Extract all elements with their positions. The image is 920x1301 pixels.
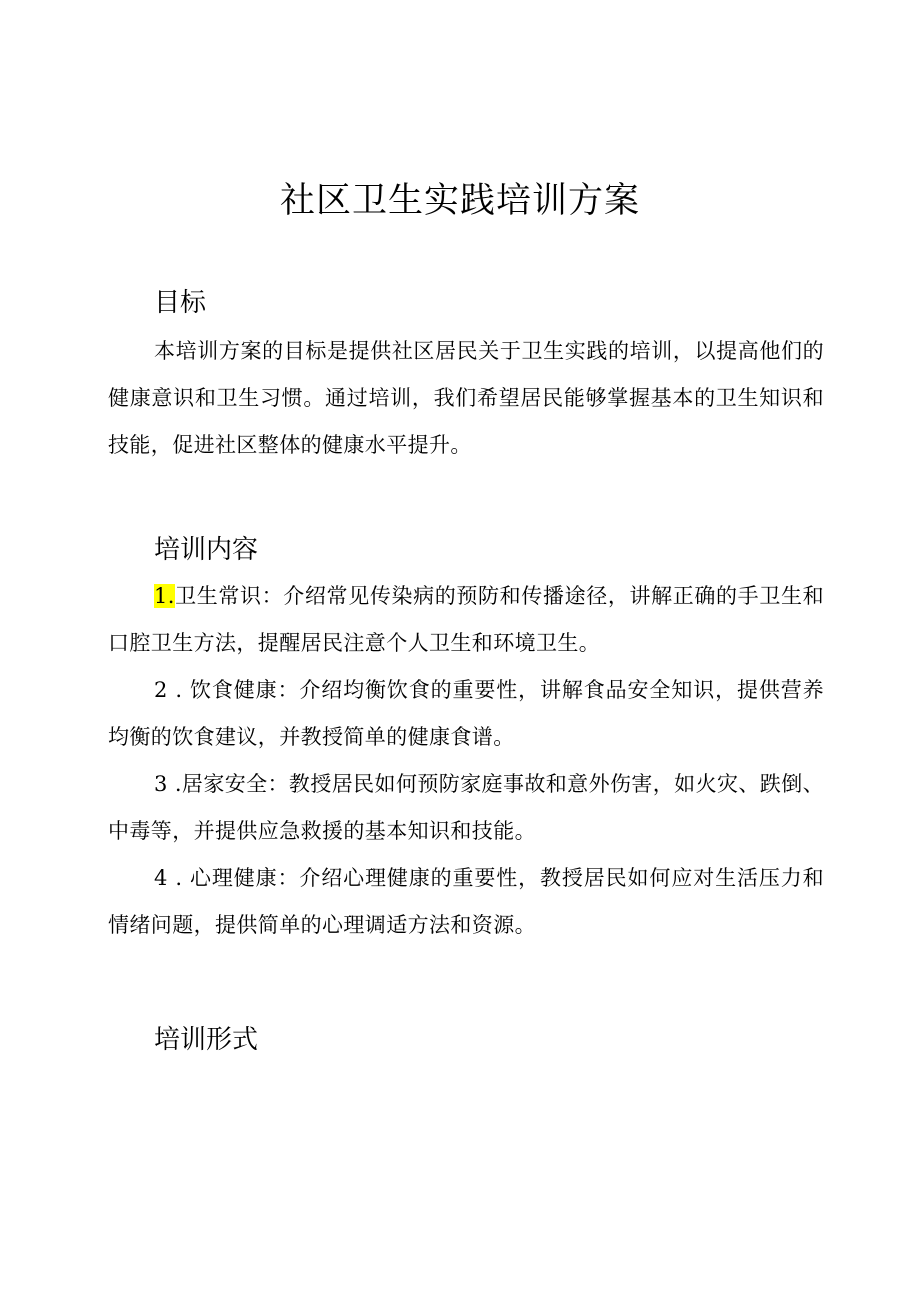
- content-item-3: [108, 761, 824, 855]
- section-heading-format: 培训形式: [154, 1025, 259, 1055]
- goal-paragraph: 本培训方案的目标是提供社区居民关于卫生实践的培训，以提高他们的健康意识和卫生习惯。通过培训，我们希望居民能够掌握基本的卫生知识和技能，促进社区整体的健康水平提升。: [108, 339, 824, 457]
- section-heading-goal: 目标: [154, 288, 207, 318]
- content-item-4-text: . 心理健康：介绍心理健康的重要性，教授居民如何应对生活压力和情绪问题，提供简单的心理调适方法和资源。: [108, 866, 824, 937]
- content-item-4-number: 4: [154, 866, 168, 890]
- content-item-4: [108, 855, 824, 949]
- item-number-highlight: 1.: [154, 584, 175, 608]
- content-item-3-number: 3: [154, 772, 168, 796]
- section-heading-content: 培训内容: [154, 535, 259, 565]
- content-item-1: [108, 573, 824, 667]
- document-title: 社区卫生实践培训方案: [279, 181, 640, 221]
- content-item-2: [108, 667, 824, 761]
- content-item-1-text: 卫生常识：介绍常见传染病的预防和传播途径，讲解正确的手卫生和口腔卫生方法，提醒居民注意个人卫生和环境卫生。: [108, 584, 824, 655]
- content-item-2-number: 2: [154, 678, 168, 702]
- content-item-2-text: . 饮食健康：介绍均衡饮食的重要性，讲解食品安全知识，提供营养均衡的饮食建议，并教授简单的健康食谱。: [108, 678, 824, 749]
- content-item-3-text: .居家安全：教授居民如何预防家庭事故和意外伤害，如火灾、跌倒、中毒等，并提供应急救援的基本知识和技能。: [108, 772, 824, 843]
